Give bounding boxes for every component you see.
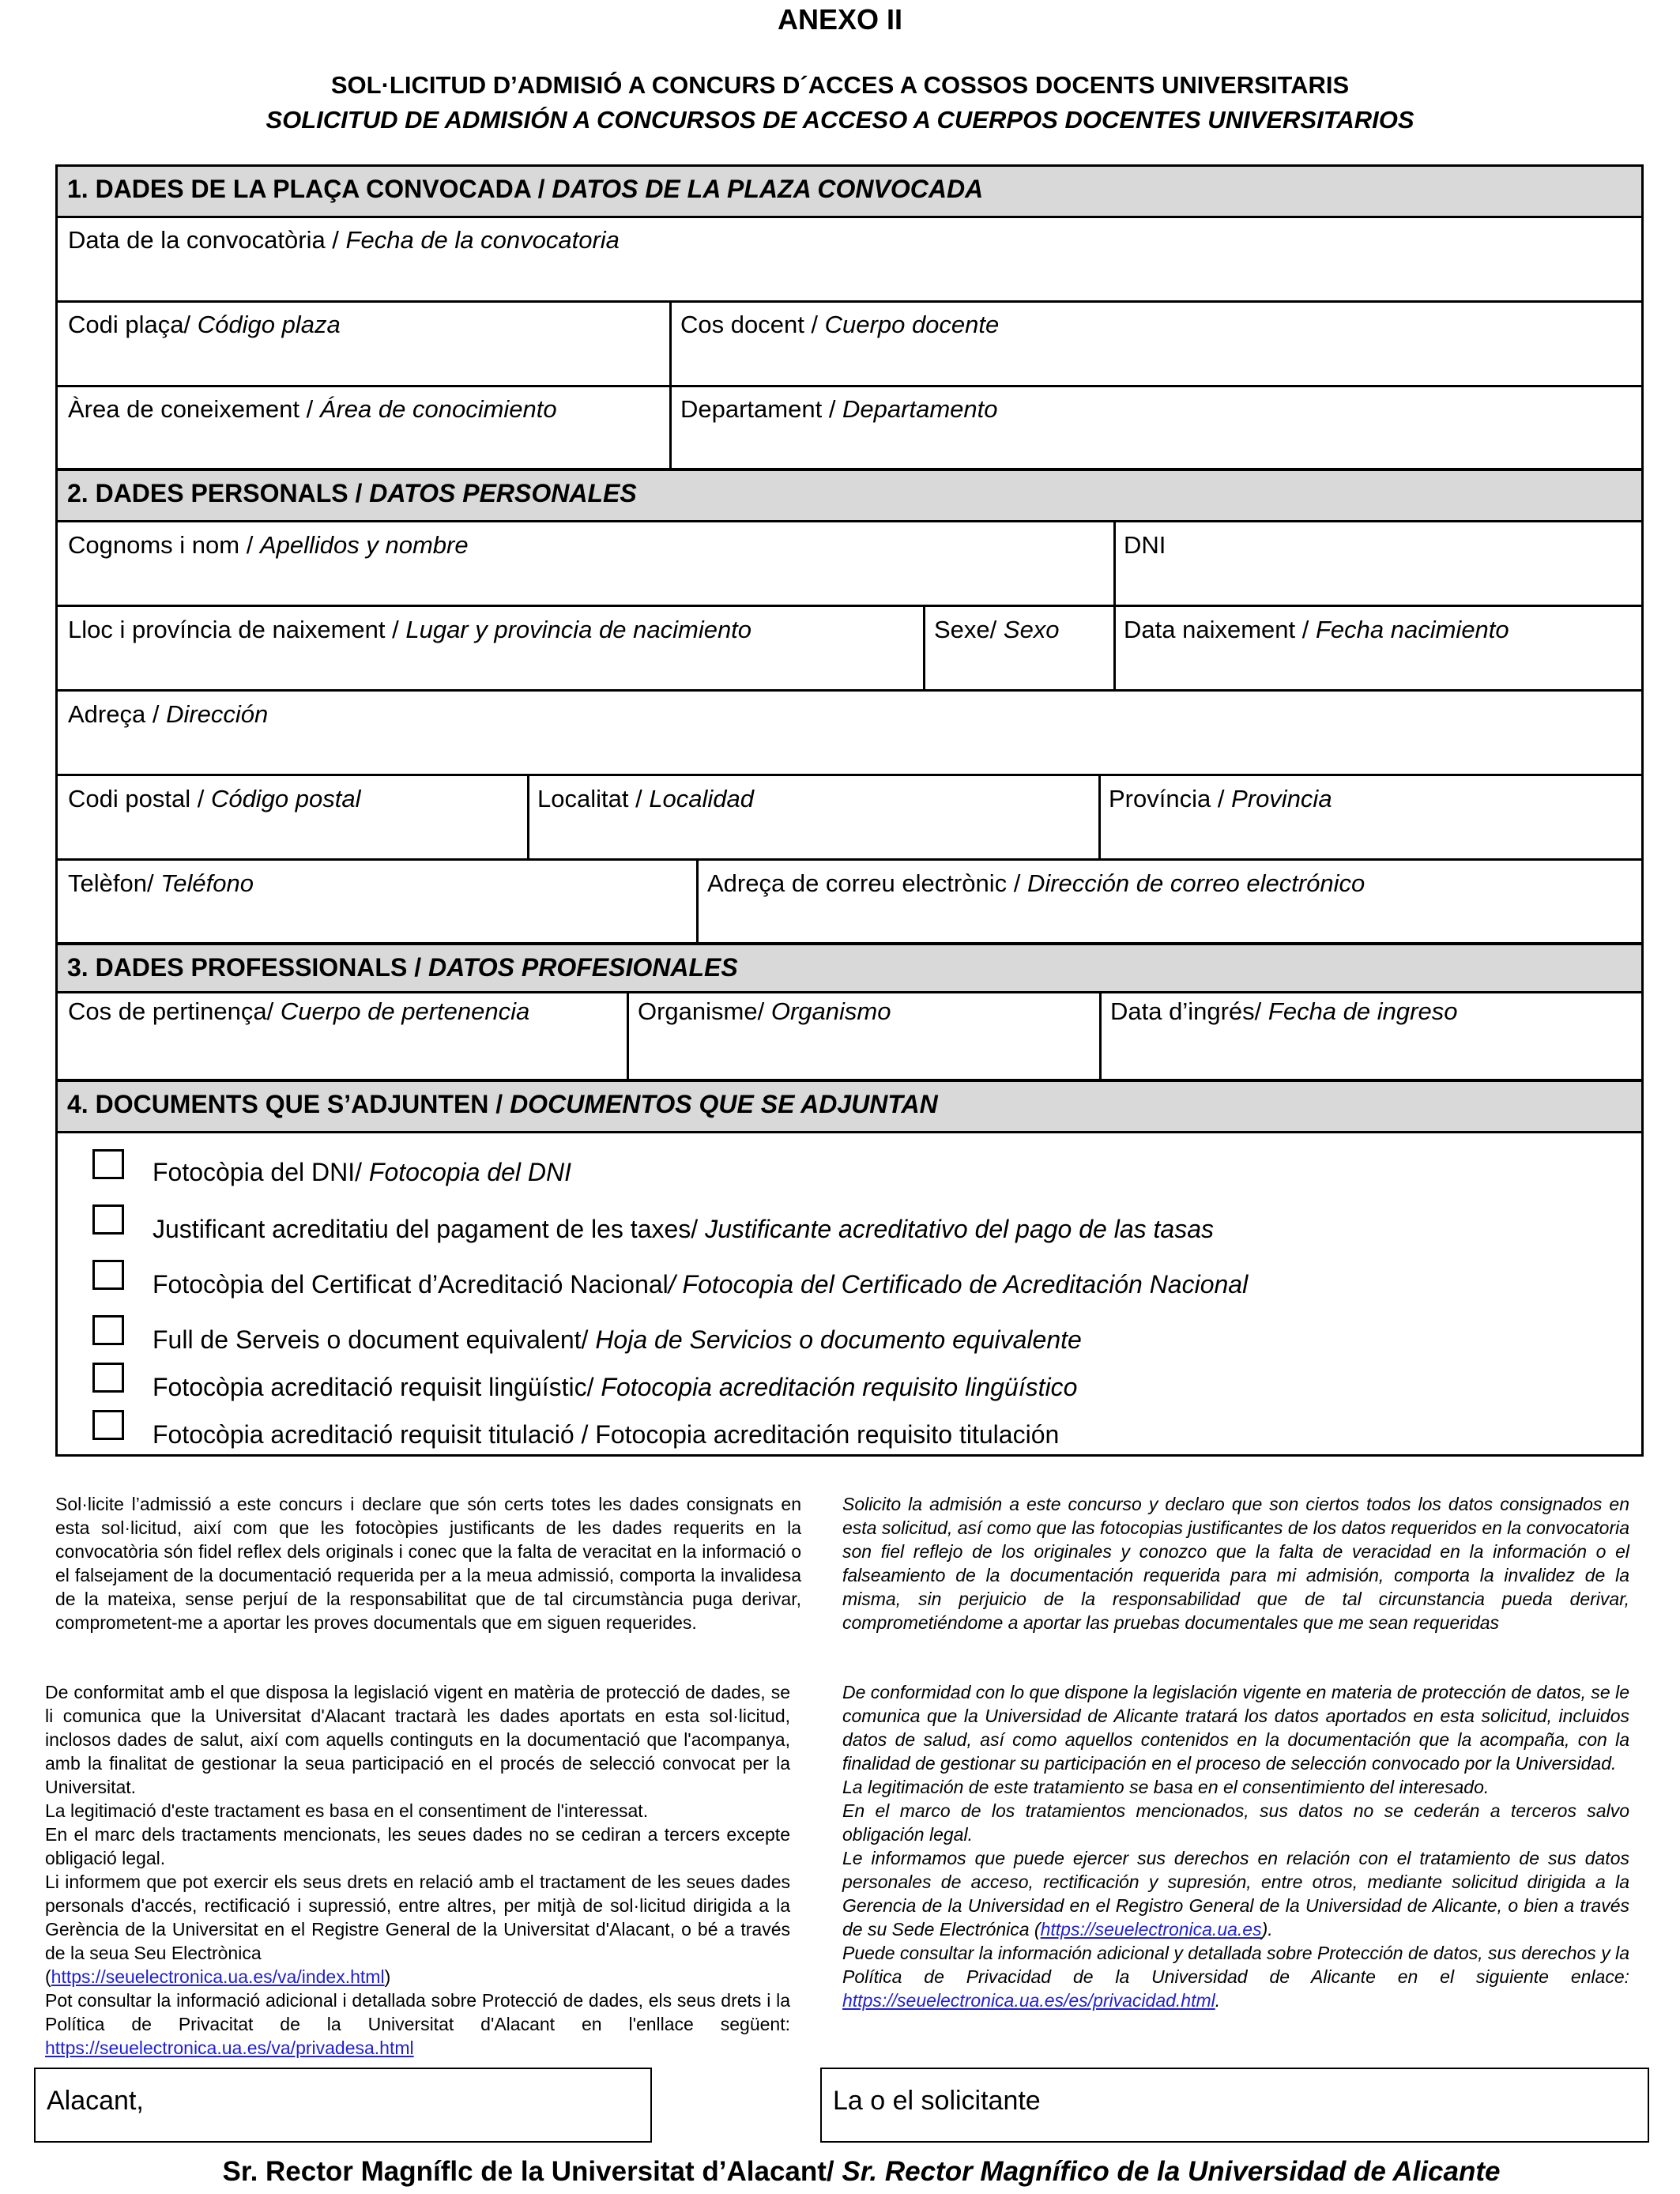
document-checkbox[interactable] [92, 1149, 124, 1179]
section-1-title-ca: 1. DADES DE LA PLAÇA CONVOCADA / [67, 175, 552, 203]
field-codigo-postal[interactable]: Codi postal / Código postal [68, 785, 361, 812]
field-organismo[interactable]: Organisme/ Organismo [638, 997, 891, 1025]
privacy-spanish: De conformidad con lo que dispone la legislación vigente en materia de protección de datos, se le comunica que la Universidad de Alicante tratará los datos aportados en esta solicitud, incluidos datos de salud, así como aquellos contenidos en la documentación que la acompaña, con la finalidad de gestionar su participación en el proceso de selección convocado por la Universidad. La legitimación de este tratamiento se basa en el consentimiento del interesado. En el marco de los tratamientos mencionados, sus datos no se cederán a terceros salvo obligación legal. Le informamos que puede ejercer sus derechos en relación con el tratamiento de sus datos personales de acceso, rectificación y supresión, entre otros, mediante solicitud dirigida a la Gerencia de la Universidad en el Registro General de la Universidad de Alicante, o bien a través de su Sede Electrónica (https://seuelectronica.ua.es). Puede consultar la información adicional y detallada sobre Protección de datos, sus derechos y la Política de Privacidad de la Universidad de Alicante en el siguiente enlace: https://seuelectronica.ua.es/es/privacidad.html. [842, 1682, 1630, 2011]
field-dni[interactable]: DNI [1124, 531, 1166, 559]
document-checkbox[interactable] [92, 1315, 124, 1345]
field-fecha-ingreso[interactable]: Data d’ingrés/ Fecha de ingreso [1110, 997, 1458, 1025]
document-label: Justificant acreditatiu del pagament de les taxes/ Justificante acreditativo del pago de las tasas [153, 1215, 1214, 1243]
section-2-header [55, 469, 1644, 522]
section-4-title-es: DOCUMENTOS QUE SE ADJUNTAN [510, 1090, 938, 1118]
field-localidad[interactable]: Localitat / Localidad [537, 785, 755, 812]
field-provincia[interactable]: Província / Provincia [1109, 785, 1332, 812]
page-title: ANEXO II [777, 3, 903, 36]
declaration-catalan: Sol·licite l’admissió a este concurs i declare que són certs totes les dades consignats en esta sol·licitud, així com que les fotocòpies justificants de les dades requerits en la convocatòria són fidel reflex dels originals i conec que la falta de veracitat en la informació o el falsejament de la documentació requerida per a la meua admissió, comporta la invalidesa de la mateixa, sense perjuí de la responsabilitat que de tal circumstància puga derivar, comprometent-me a aportar les proves documentals que em siguen requerides. [55, 1494, 801, 1633]
subtitle-spanish: SOLICITUD DE ADMISIÓN A CONCURSOS DE ACCESO A CUERPOS DOCENTES UNIVERSITARIOS [266, 106, 1414, 134]
place-label: Alacant, [47, 2086, 144, 2116]
field-fecha-convocatoria[interactable]: Data de la convocatòria / Fecha de la convocatoria [68, 226, 620, 254]
section-2-title-ca: 2. DADES PERSONALS / [67, 479, 370, 507]
link-sede-electronica-es[interactable]: https://seuelectronica.ua.es [1040, 1919, 1262, 1940]
link-privacitat-ca[interactable]: https://seuelectronica.ua.es/va/privadesa.html [45, 2038, 414, 2058]
section-3-header [55, 943, 1644, 993]
applicant-label: La o el solicitante [833, 2086, 1041, 2116]
addressee: Sr. Rector Magníflc de la Universitat d’Alacant/ Sr. Rector Magnífico de la Universidad de Alicante [222, 2156, 1501, 2187]
document-label: Full de Serveis o document equivalent/ Hoja de Servicios o documento equivalente [153, 1325, 1082, 1354]
field-area-conocimiento[interactable]: Àrea de coneixement / Área de conocimiento [68, 395, 557, 423]
link-seu-electronica-ca[interactable]: https://seuelectronica.ua.es/va/index.html [51, 1966, 385, 1987]
privacy-catalan: De conformitat amb el que disposa la legislació vigent en matèria de protecció de dades, se li comunica que la Universitat d'Alacant tractarà les dades aportats en esta sol·licitud, inclosos dades de salut, així com aquells continguts en la documentació que l'acompanya, amb la finalitat de gestionar la seua participació en el procés de selecció convocat per la Universitat. La legitimació d'este tractament es basa en el consentiment de l'interessat. En el marc dels tractaments mencionats, les seues dades no se cediran a tercers excepte obligació legal. Li informem que pot exercir els seus drets en relació amb el tractament de les seues dades personals d'accés, rectificació i supressió, entre altres, per mitjà de sol·licitud dirigida a la Gerència de la Universitat en el Registre General de la Universitat d'Alacant, o bé a través de la seua Seu Electrònica (https://seuelectronica.ua.es/va/index.html) Pot consultar la informació adicional i detallada sobre Protecció de dades, els seus drets i la Política de Privacitat de la Universitat d'Alacant en l'enllace següent: https://seuelectronica.ua.es/va/privadesa.html [45, 1682, 790, 2058]
section-3-title-es: DATOS PROFESIONALES [428, 953, 738, 982]
field-direccion[interactable]: Adreça / Dirección [68, 700, 269, 728]
field-departamento[interactable]: Departament / Departamento [680, 395, 998, 423]
section-3-title-ca: 3. DADES PROFESSIONALS / [67, 953, 428, 982]
field-email[interactable]: Adreça de correu electrònic / Dirección de correo electrónico [707, 869, 1365, 897]
document-label: Fotocòpia acreditació requisit lingüístic/ Fotocopia acreditación requisito lingüístico [153, 1373, 1078, 1401]
section-4-title-ca: 4. DOCUMENTS QUE S’ADJUNTEN / [67, 1090, 510, 1118]
section-1-title-es: DATOS DE LA PLAZA CONVOCADA [552, 175, 984, 203]
field-cuerpo-docente[interactable]: Cos docent / Cuerpo docente [680, 311, 1000, 338]
document-checkbox[interactable] [92, 1260, 124, 1290]
field-cuerpo-pertenencia[interactable]: Cos de pertinença/ Cuerpo de pertenencia [68, 997, 530, 1025]
document-label: Fotocòpia del DNI/ Fotocopia del DNI [153, 1158, 572, 1186]
declaration-spanish: Solicito la admisión a este concurso y declaro que son ciertos todos los datos consignados en esta solicitud, así como que las fotocopias justificantes de los datos requeridos en la convocatoria son fiel reflejo de los originales y conozco que la falta de veracidad en la información o el falseamiento de la documentación requerida para mi admisión, comporta la invalidez de la misma, sin perjuicio de la responsabilidad que de tal circunstancia pueda derivar, comprometiéndome a aportar las pruebas documentales que me sean requeridas [842, 1494, 1629, 1633]
document-label: Fotocòpia acreditació requisit titulació / Fotocopia acreditación requisito titulación [153, 1420, 1060, 1449]
field-codigo-plaza[interactable]: Codi plaça/ Código plaza [68, 311, 341, 338]
field-lugar-nacimiento[interactable]: Lloc i província de naixement / Lugar y provincia de nacimiento [68, 616, 752, 643]
document-checkbox[interactable] [92, 1410, 124, 1440]
field-sexo[interactable]: Sexe/ Sexo [934, 616, 1060, 643]
document-checkbox[interactable] [92, 1363, 124, 1393]
applicant-signature-box[interactable] [820, 2068, 1649, 2143]
document-label: Fotocòpia del Certificat d’Acreditació Nacional/ Fotocopia del Certificado de Acreditación Nacional [153, 1270, 1249, 1299]
link-privacidad-es[interactable]: https://seuelectronica.ua.es/es/privacidad.html [842, 1990, 1215, 2011]
section-4-header [55, 1080, 1644, 1133]
field-fecha-nacimiento[interactable]: Data naixement / Fecha nacimiento [1124, 616, 1509, 643]
field-telefono[interactable]: Telèfon/ Teléfono [68, 869, 254, 897]
document-checkbox[interactable] [92, 1204, 124, 1235]
place-date-box[interactable] [34, 2068, 652, 2143]
subtitle-catalan: SOL·LICITUD D’ADMISIÓ A CONCURS D´ACCES A COSSOS DOCENTS UNIVERSITARIS [330, 71, 1350, 99]
section-2-title-es: DATOS PERSONALES [369, 479, 637, 507]
field-apellidos-nombre[interactable]: Cognoms i nom / Apellidos y nombre [68, 531, 469, 559]
section-1-header [55, 164, 1644, 218]
